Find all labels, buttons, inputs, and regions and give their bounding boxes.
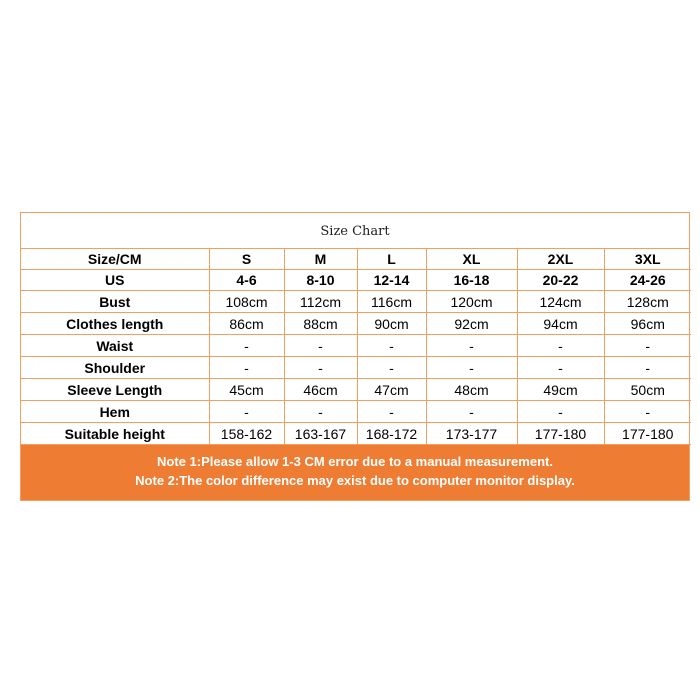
table-cell: 120cm [426, 291, 517, 313]
table-row [21, 379, 691, 401]
table-cell: 12-14 [357, 270, 426, 291]
table-row [21, 357, 691, 379]
table-cell: 20-22 [517, 270, 604, 291]
table-cell: - [517, 357, 604, 379]
table-cell: 124cm [517, 291, 604, 313]
table-cell: - [517, 401, 604, 423]
table-cell: 177-180 [517, 423, 604, 445]
table-cell: 88cm [284, 313, 357, 335]
table-cell: 8-10 [284, 270, 357, 291]
table-cell: 92cm [426, 313, 517, 335]
table-cell: 96cm [604, 313, 691, 335]
row-label: US [21, 270, 209, 291]
table-cell: - [517, 335, 604, 357]
table-cell: 46cm [284, 379, 357, 401]
table-cell: - [284, 335, 357, 357]
table-cell: 177-180 [604, 423, 691, 445]
table-cell: 173-177 [426, 423, 517, 445]
row-label: Clothes length [21, 313, 209, 335]
table-cell: - [604, 335, 691, 357]
table-cell: 16-18 [426, 270, 517, 291]
header-cell: M [284, 249, 357, 270]
size-table [21, 249, 691, 445]
header-cell: S [209, 249, 284, 270]
table-cell: - [604, 401, 691, 423]
table-cell: - [284, 401, 357, 423]
table-cell: 158-162 [209, 423, 284, 445]
table-cell: - [209, 401, 284, 423]
header-cell: 3XL [604, 249, 691, 270]
table-cell: - [284, 357, 357, 379]
table-cell: 47cm [357, 379, 426, 401]
table-cell: 112cm [284, 291, 357, 313]
table-cell: 45cm [209, 379, 284, 401]
table-cell: 4-6 [209, 270, 284, 291]
table-row [21, 291, 691, 313]
row-label: Shoulder [21, 357, 209, 379]
table-cell: - [209, 357, 284, 379]
table-cell: - [357, 357, 426, 379]
notes-banner [21, 445, 689, 500]
header-cell: 2XL [517, 249, 604, 270]
size-chart [20, 212, 690, 501]
row-label: Bust [21, 291, 209, 313]
row-label: Suitable height [21, 423, 209, 445]
row-label: Waist [21, 335, 209, 357]
table-row [21, 270, 691, 291]
table-cell: - [357, 335, 426, 357]
table-cell: - [426, 357, 517, 379]
table-row [21, 401, 691, 423]
table-cell: 90cm [357, 313, 426, 335]
table-row [21, 423, 691, 445]
table-cell: 86cm [209, 313, 284, 335]
header-row [21, 249, 691, 270]
table-cell: 50cm [604, 379, 691, 401]
note-2: Note 2:The color difference may exist due to computer monitor display. [135, 473, 575, 488]
table-cell: 163-167 [284, 423, 357, 445]
table-row [21, 313, 691, 335]
row-label: Sleeve Length [21, 379, 209, 401]
table-cell: 24-26 [604, 270, 691, 291]
header-cell: L [357, 249, 426, 270]
table-cell: - [426, 401, 517, 423]
header-cell: XL [426, 249, 517, 270]
table-cell: 94cm [517, 313, 604, 335]
chart-title: Size Chart [21, 213, 689, 249]
table-cell: - [604, 357, 691, 379]
table-cell: 49cm [517, 379, 604, 401]
table-cell: 48cm [426, 379, 517, 401]
table-cell: 168-172 [357, 423, 426, 445]
note-1: Note 1:Please allow 1-3 CM error due to a manual measurement. [157, 454, 553, 469]
table-cell: - [209, 335, 284, 357]
table-cell: - [357, 401, 426, 423]
header-cell: Size/CM [21, 249, 209, 270]
table-cell: 116cm [357, 291, 426, 313]
row-label: Hem [21, 401, 209, 423]
table-cell: 108cm [209, 291, 284, 313]
table-cell: - [426, 335, 517, 357]
table-cell: 128cm [604, 291, 691, 313]
table-row [21, 335, 691, 357]
